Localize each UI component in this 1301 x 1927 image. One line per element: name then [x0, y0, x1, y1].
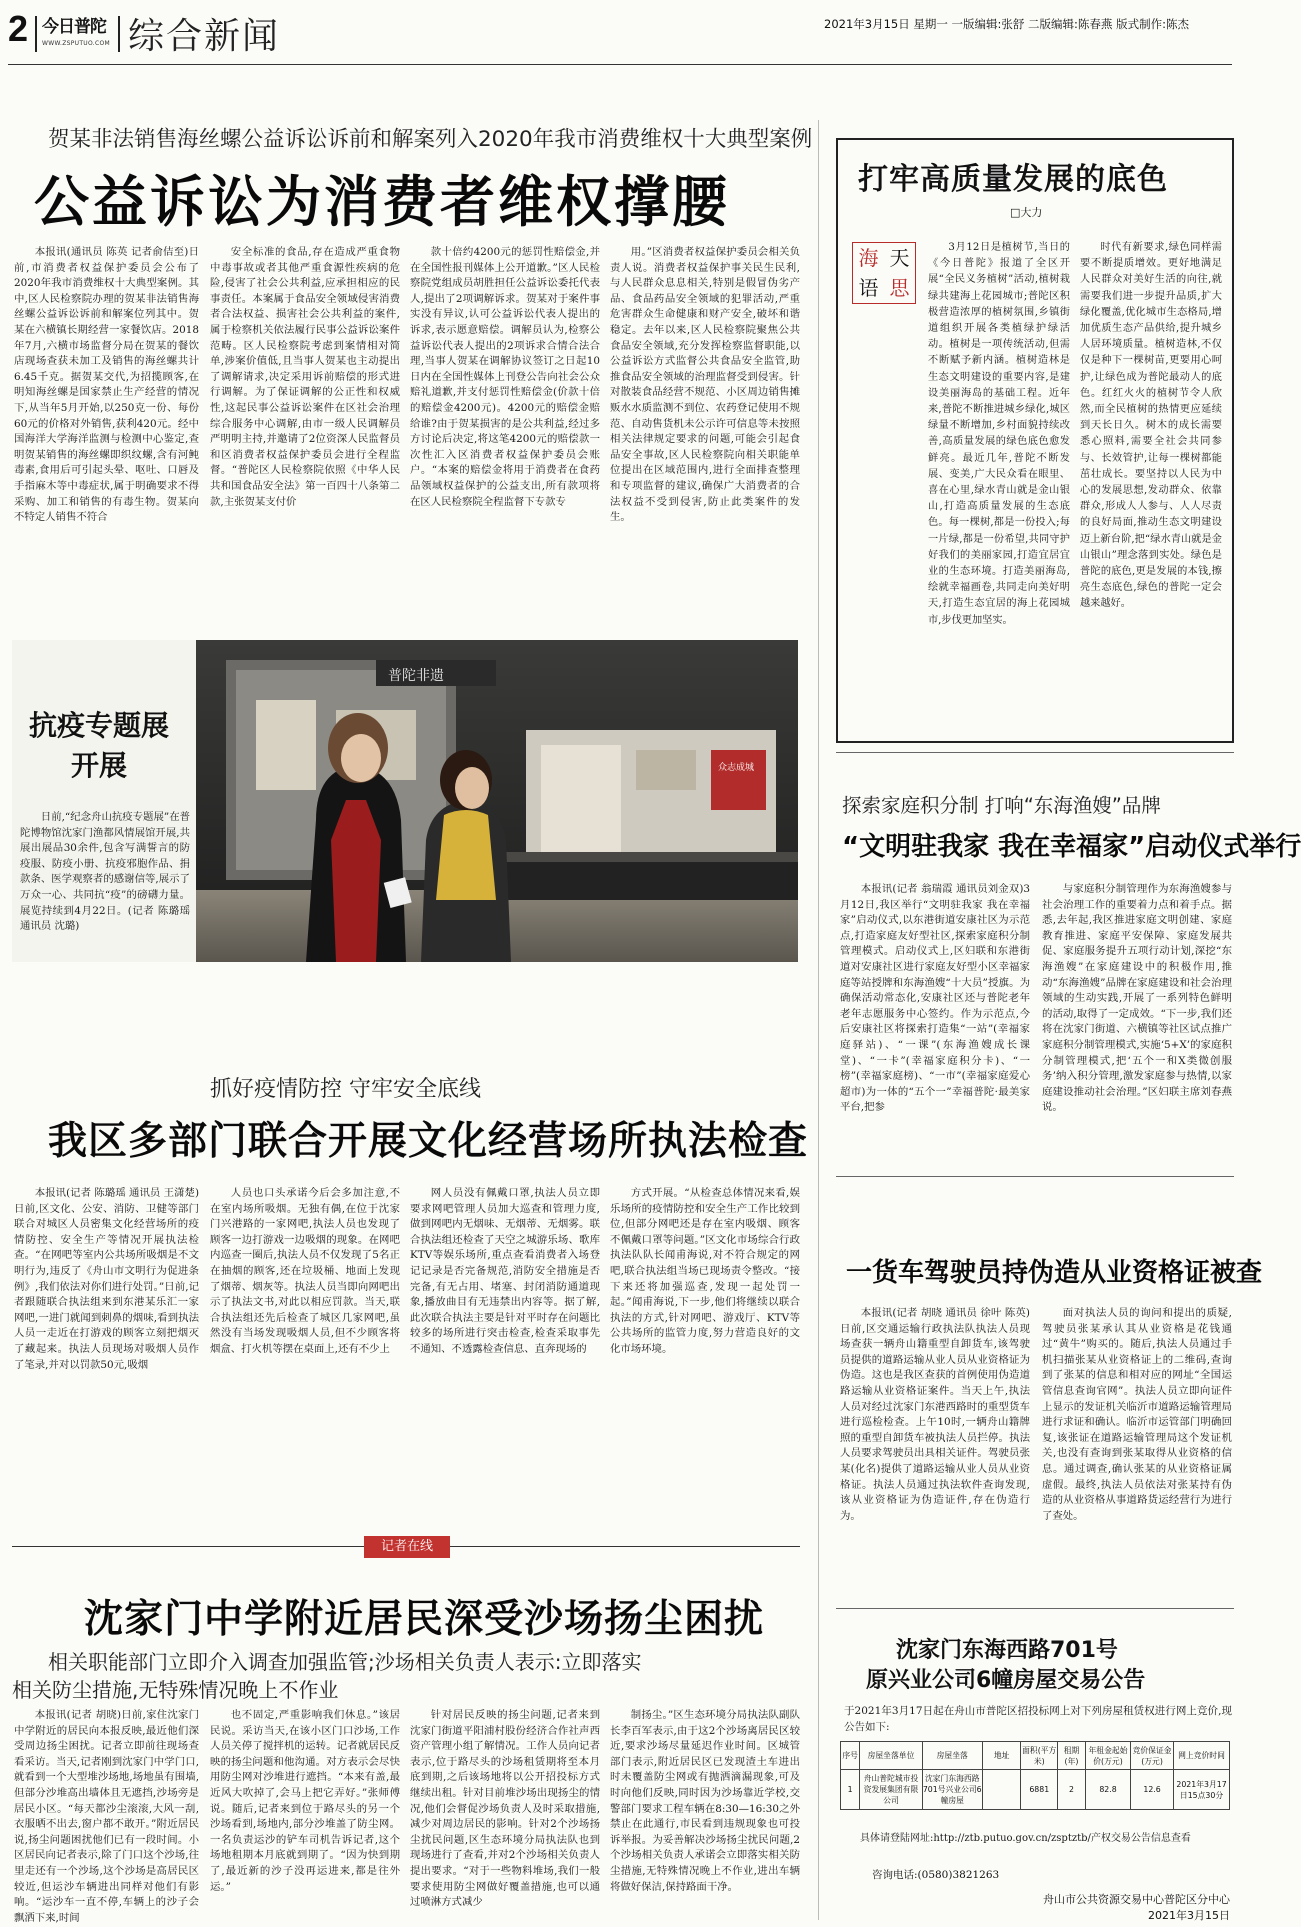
- exhibition-photo: [196, 640, 798, 962]
- announcement-date: 2021年3月15日: [1148, 1909, 1230, 1922]
- table-header-cell: 年租金起始价(万元): [1085, 1742, 1130, 1770]
- inspection-kicker: 抓好疫情防控 守牢安全底线: [210, 1077, 481, 1102]
- newspaper-logo: [42, 12, 110, 52]
- page-number: 2: [8, 8, 29, 49]
- announcement-title-2: 原兴业公司6幢房屋交易公告: [866, 1668, 1146, 1693]
- table-header-cell: 面积(平方米): [1021, 1742, 1058, 1770]
- masthead: [8, 6, 1232, 64]
- sand-col-2: 也不固定,严重影响我们休息。”该居民说。采访当天,在该小区门口沙场,工作人员关停了搅拌机的运转。记者就居民反映的扬尘问题和他沟通。对方表示会尽快用防尘网对沙堆进行遮挡。“本来有盖,最近风大吹掉了,会马上把它弄好。”张师傅说。随后,记者来到位于路尽头的另一个沙场看到,场地内,部分沙堆盖了防尘网。一名负责运沙的铲车司机告诉记者,这个场地租期本月底就到期了。“因为快到期了,最近新的沙子没再运进来,都是往外运。”: [210, 1709, 400, 1893]
- truck-col-2: 面对执法人员的询问和提出的质疑,驾驶员张某承认其从业资格是花钱通过“黄牛”购买的。随后,执法人员通过手机扫描张某从业资格证上的二维码,查询到了张某的信息和相对应的网址“全国运管信息查询官网”。执法人员立即向证件上显示的发证机关临沂市道路运输管理局进行求证和确认。临沂市运管部门明确回复,该张证在道路运输管理局这个发证机关,也没有查询到张某取得从业资格的信息。通过调查,确认张某的从业资格证属虚假。最终,执法人员依法对张某持有伪造的从业资格从事道路货运经营行为进行了查处。: [1042, 1307, 1232, 1522]
- photo-poster-text: 众志成城: [718, 763, 755, 773]
- photo-headline: [14, 706, 184, 786]
- commentary-badge: [852, 242, 916, 304]
- sand-subheadline-2: 相关防尘措施,无特殊情况晚上不作业: [12, 1678, 339, 1702]
- table-header-row: [841, 1742, 1230, 1770]
- table-row: [841, 1770, 1230, 1810]
- announcement-contact: 咨询电话:(0580)3821263: [872, 1869, 1000, 1881]
- commentary-col-1: 3月12日是植树节,当日的《今日普陀》报道了全区开展“全民义务植树”活动,植树栽绿共建海上花园城市;普陀区积极营造浓厚的植树氛围,乡镇街道组织开展各类植绿护绿活动。植树是一项传统活动,但需不断赋予新内涵。植树造林是生态文明建设的重要内容,是建设美丽海岛的基础工程。近年来,普陀不断推进城乡绿化,城区绿量不断增加,乡村面貌持续改善,高质量发展的绿色底色愈发鲜亮。最近几年,普陀不断发展、变美,广大民众看在眼里、喜在心里,绿水青山就是金山银山,打造高质量发展的生态底色。每一棵树,都是一份投入;每一片绿,都是一份希望,共同守护好我们的美丽家园,打造宜居宜业的生态环境。打造美丽海岛,绘就幸福画卷,共同走向美好明天,打造生态宜居的海上花园城市,步伐更加坚实。: [928, 242, 1070, 626]
- announcement-details-link[interactable]: 具体请登陆网址:http://ztb.putuo.gov.cn/zsptztb/产权交易公告信息查看: [860, 1833, 1191, 1844]
- article1-kicker: 贺某非法销售海丝螺公益诉讼诉前和解案列入2020年我市消费维权十大典型案例: [48, 127, 813, 152]
- table-cell: 舟山普陀城市投资发展集团有限公司: [860, 1770, 922, 1810]
- table-header-cell: 房屋坐落单位: [860, 1742, 922, 1770]
- sand-headline: 沈家门中学附近居民深受沙场扬尘困扰: [84, 1597, 765, 1642]
- commentary-headline: 打牢高质量发展的底色: [858, 162, 1168, 197]
- commentary-byline: □大力: [1010, 206, 1043, 219]
- family-col-1: 本报讯(记者 翁瑞霞 通讯员刘金双)3月12日,我区举行“文明驻我家 我在幸福家”启动仪式,以东港街道安康社区为示范点,打造家庭友好型社区,探索家庭积分制管理模式。启动仪式上,区妇联和东港街道对安康社区进行家庭友好型小区幸福家庭等站授牌和东海渔嫂“十大员”授旗。为确保活动常态化,安康社区还与普陀老年老年志愿服务中心签约。作为示范点,今后安康社区将探索打造集“一站”(幸福家庭驿站)、“一课”(东海渔嫂成长课堂)、“一卡”(幸福家庭积分卡)、“一榜”(幸福家庭榜)、“一市”(幸福家庭爱心超市)为一体的“五个一”幸福普陀·最美家平台,把参: [840, 883, 1030, 1114]
- table-cell: [982, 1770, 1021, 1810]
- exhibition-photo-illustration: [196, 640, 798, 962]
- reporter-online-tag: 记者在线: [364, 1536, 450, 1558]
- truck-headline: 一货车驾驶员持伪造从业资格证被查: [846, 1258, 1263, 1288]
- table-header-cell: 序号: [841, 1742, 860, 1770]
- table-header-cell: 房屋坐落: [922, 1742, 982, 1770]
- table-cell: 6881: [1021, 1770, 1058, 1810]
- announcement-title-1: 沈家门东海西路701号: [896, 1638, 1118, 1663]
- commentary-box: [836, 138, 1234, 743]
- article1-col-2: 安全标准的食品,存在造成严重食物中毒事故或者其他严重食源性疾病的危险,侵害了社会公共利益,应承担相应的民事责任。本案属于食品安全领域侵害消费者合法权益、损害社会公共利益的案件,属于检察机关依法履行民事公益诉讼案件范畴。区人民检察院考虑到案情相对简单,涉案价值低,且当事人贺某也主动提出了调解请求,决定采用诉前赔偿的形式进行调解。为了保证调解的公正性和权威性,这起民事公益诉讼案件在区社会治理综合服务中心调解,由市一级人民调解员严明明主持,并邀请了2位资深人民监督员和区消费者权益保护委员会进行全程监督。“普陀区人民检察院依照《中华人民共和国食品安全法》第一百四十八条第二款,主张贺某支付价: [210, 246, 400, 508]
- table-header-cell: 租期(年): [1058, 1742, 1086, 1770]
- badge-char: 天: [889, 246, 910, 270]
- table-cell: 12.6: [1131, 1770, 1174, 1810]
- photo-headline-line-1: 抗疫专题展: [28, 709, 169, 742]
- inspection-headline: 我区多部门联合开展文化经营场所执法检查: [48, 1119, 809, 1164]
- table-cell: 沈家门东海西路701号兴业公司6幢房屋: [922, 1770, 982, 1810]
- family-kicker: 探索家庭积分制 打响“东海渔嫂”品牌: [842, 794, 1161, 817]
- table-cell: 2: [1058, 1770, 1086, 1810]
- inspection-col-3: 网人员没有佩戴口罩,执法人员立即要求网吧管理人员加大巡查和管理力度,做到网吧内无烟味、无烟蒂、无烟雾。联合执法组还检查了天空之城游乐场、歌库KTV等娱乐场所,重点查看消费者入场登记记录是否完备规范,消防安全措施是否完备,有无占用、堵塞、封闭消防通道现象,播放曲目有无违禁出内容等。据了解,此次联合执法主要是针对平时存在问题比较多的场所进行突击检查,检查采取事先不通知、不透露检查信息、直奔现场的: [410, 1187, 600, 1355]
- sand-subheadline-1: 相关职能部门立即介入调查加强监管;沙场相关负责人表示:立即落实: [48, 1650, 642, 1674]
- issue-info: 2021年3月15日 星期一 一版编辑:张舒 二版编辑:陈春燕 版式制作:陈杰: [824, 17, 1189, 31]
- family-col-2: 与家庭积分制管理作为东海渔嫂参与社会治理工作的重要着力点和着手点。据悉,去年起,我区推进家庭文明创建、家庭教育推进、家庭平安保障、家庭发展共促、家庭服务提升五项行动计划,深挖“东海渔嫂”在家庭建设中的积极作用,推动“东海渔嫂”品牌在家庭建设和社会治理领域的生动实践,开展了一系列特色鲜明的活动,取得了一定成效。“下一步,我们还将在沈家门街道、六横镇等社区试点推广家庭积分制管理模式,实施‘5+X’的家庭积分制管理模式,把‘五个一和X类微创服务’纳入积分管理,激发家庭参与热情,以家庭建设推动社会治理。”区妇联主席刘春燕说。: [1042, 883, 1232, 1114]
- family-headline: “文明驻我家 我在幸福家”启动仪式举行: [842, 832, 1301, 862]
- article1-col-1: 本报讯(通讯员 陈英 记者俞佶至)日前,市消费者权益保护委员会公布了2020年我市消费维权十大典型案例。其中,区人民检察院办理的贺某非法销售海丝螺公益诉讼诉前和解案位列其中。贺某在六横镇长期经营一家餐饮店。2018年7月,六横市场监督分局在贺某的餐饮店现场查获未加工及销售的海丝螺共计6.45千克。据贺某交代,为招揽顾客,在明知海丝螺是国家禁止生产经营的情况下,从当年5月开始,以250克一份、每份60元的价格对外销售,获利420元。经中国海洋大学海洋监测与检测中心鉴定,查明贺某销售的海丝螺即织纹螺,含有河鲀毒素,食用后可引起头晕、呕吐、口唇及手指麻木等中毒症状,属于明确要求不得采购、加工和销售的有毒生物。贺某向不特定人销售不符合: [14, 246, 199, 524]
- section-title: 综合新闻: [128, 16, 281, 57]
- photo-headline-line-2: 开展: [70, 749, 127, 782]
- inspection-col-2: 人员也口头承诺今后会多加注意,不在室内场所吸烟。无独有偶,在位于沈家门兴港路的一家网吧,执法人员也发现了顾客一边打游戏一边吸烟的现象。在网吧内巡查一圈后,执法人员不仅发现了5名正在抽烟的顾客,还在垃圾桶、地面上发现了烟蒂、烟灰等。执法人员当即向网吧出示了执法文书,对此以相应罚款。当天,联合执法组还先后检查了城区几家网吧,虽然没有当场发现吸烟人员,但不少顾客将烟盒、打火机等摆在桌面上,还有不少上: [210, 1187, 400, 1355]
- article1-col-3: 款十倍约4200元的惩罚性赔偿金,并在全国性报刊媒体上公开道歉。”区人民检察院党组成员胡胜担任公益诉讼委托代表人,提出了2项调解诉求。贺某对于案件事实没有异议,认可公益诉讼代表人提出的诉求,表示愿意赔偿。调解员认为,检察公益诉讼代表人提出的2项诉求合情合法合理,当事人贺某在调解协议签订之日起10日内在全国性媒体上刊登公告向社会公众赔礼道歉,并支付惩罚性赔偿金(价款十倍的赔偿金4200元)。4200元的赔偿金赔给谁?由于贺某损害的是公共利益,经过多方讨论后决定,将这笔4200元的赔偿款一次性汇入区消费者权益保护委员会账户。“本案的赔偿金将用于消费者在食药品领域权益保护的公益支出,所有款项将在区人民检察院全程监督下专款专: [410, 246, 600, 508]
- table-header-cell: 网上竞价时间: [1174, 1742, 1230, 1770]
- inspection-col-4: 方式开展。“从检查总体情况来看,娱乐场所的疫情防控和安全生产工作比较到位,但部分网吧还是存在室内吸烟、顾客不佩戴口罩等问题。”区文化市场综合行政执法队队长闻甫海说,对不符合规定的网吧,联合执法组当场已现场责令整改。“接下来还将加强巡查,发现一起处罚一起。”闻甫海说,下一步,他们将继续以联合执法的方式,针对网吧、游戏厅、KTV等公共场所的监管力度,努力营造良好的文化市场环境。: [610, 1187, 800, 1355]
- announcement-issuer: 舟山市公共资源交易中心普陀区分中心: [1043, 1893, 1230, 1906]
- table-header-cell: 地址: [982, 1742, 1021, 1770]
- commentary-col-2: 时代有新要求,绿色同样需要不断提质增效。更好地满足人民群众对美好生活的向往,就需要我们进一步提升品质,扩大绿化覆盖,优化城市生态格局,增加优质生态产品供给,提升城乡人居环境质量。植树造林,不仅仅是种下一棵树苗,更要用心呵护,让绿色成为普陀最动人的底色。红红火火的植树节令人欣然,而全民植树的热情更应延续到天长日久。树木的成长需要悉心照料,需要全社会共同参与、长效管护,让每一棵树都能茁壮成长。要坚持以人民为中心的发展思想,发动群众、依靠群众,形成人人参与、人人尽责的良好局面,推动生态文明建设迈上新台阶,把“绿水青山就是金山银山”理念落到实处。绿色是普陀的底色,更是发展的本钱,擦亮生态底色,绿色的普陀一定会越来越好。: [1080, 242, 1222, 610]
- announcement-intro: 于2021年3月17日起在舟山市普陀区招投标网上对下列房屋租赁权进行网上竞价,现公告如下:: [844, 1705, 1232, 1733]
- sand-col-1: 本报讯(记者 胡晓)日前,家住沈家门中学附近的居民向本报反映,最近他们深受周边扬尘困扰。记者立即前往现场查看采访。当天,记者刚到沈家门中学门口,就看到一个大型堆沙场地,场地虽有围墙,但部分沙堆高出墙体且无遮挡,沙场旁是居民小区。“每天都沙尘滚滚,大风一刮,衣服晒不出去,窗户都不敢开。”附近居民说,扬尘问题困扰他们已有一段时间。小区居民向记者表示,除了门口这个沙场,往里走还有一个沙场,这个沙场是高居民区较近,但运沙车辆进出同样对他们有影响。“运沙车一直不停,车辆上的沙子会飘洒下来,时间: [14, 1709, 199, 1924]
- photo-sign-text: 普陀非遗: [388, 668, 444, 684]
- sand-col-4: 制扬尘。”区生态环境分局执法队副队长李百军表示,由于这2个沙场离居民区较近,要求沙场尽量延迟作业时间。区城管部门表示,附近居民区已发现渣土车进出时未覆盖防尘网或有抛洒滴漏现象,可及时向他们反映,同时因为沙场靠近学校,交警部门要求工程车辆在8:30—16:30之外禁止在此通行,市民看到违规现象也可投诉举报。为妥善解决沙场扬尘扰民问题,2个沙场相关负责人承诺会立即落实相关防尘措施,无特殊情况晚上不作业,进出车辆将做好保洁,保持路面干净。: [610, 1709, 800, 1893]
- logo-url: WWW.ZSPUTUO.COM: [42, 40, 110, 47]
- table-cell: 2021年3月17日15点30分: [1174, 1770, 1230, 1810]
- inspection-col-1: 本报讯(记者 陈璐瑶 通讯员 王潇楚)日前,区文化、公安、消防、卫健等部门联合对城区人员密集文化经营场所的疫情防控、安全生产等情况开展执法检查。“在网吧等室内公共场所吸烟是不文明行为,违反了《舟山市文明行为促进条例》,我们依法对你们进行处罚。”日前,记者跟随联合执法组来到东港某乐汇一家网吧,一进门就闻到刺鼻的烟味,看到执法人员一走近在打游戏的顾客立刻把烟灭了藏起来。执法人员现场对吸烟人员作了笔录,并对以罚款50元,吸烟: [14, 1187, 199, 1371]
- photo-caption: 日前,“纪念舟山抗疫专题展”在普陀博物馆沈家门渔都风情展馆开展,共展出展品30余件,包含写满誓言的防疫服、防疫小册、抗疫邪胞作品、捐款条、医学观察者的感谢信等,展示了万众一心、共同抗“疫”的磅礴力量。展览持续到4月22日。(记者 陈璐瑶 通讯员 沈璐): [20, 811, 190, 933]
- truck-col-1: 本报讯(记者 胡晓 通讯员 徐叶 陈英)日前,区交通运输行政执法队执法人员现场查获一辆舟山籍重型自卸货车,该驾驶员提供的道路运输从业人员从业资格证为伪造。这也是我区查获的首例使用伪造道路运输从业资格证案件。当天上午,执法人员对经过沈家门东港西路时的重型货车进行巡检检查。上午10时,一辆舟山籍牌照的重型自卸货车被执法人员拦停。执法人员要求驾驶员出具相关证件。驾驶员张某(化名)提供了道路运输从业人员从业资格证。执法人员通过执法软件查询发现,该从业资格证为伪造证件,存在伪造行为。: [840, 1307, 1030, 1522]
- announcement: [836, 1608, 1234, 1926]
- badge-char: 海: [858, 246, 879, 270]
- article1-headline: 公益诉讼为消费者维权撑腰: [34, 170, 731, 234]
- badge-char: 思: [889, 276, 910, 300]
- badge-char: 语: [858, 276, 879, 300]
- sand-col-3: 针对居民反映的扬尘问题,记者来到沈家门街道平阳浦村股份经济合作社声西资产管理小组了解情况。工作人员向记者表示,位于路尽头的沙场租赁期将至本月底到期,之后该场地将以公开招投标方式继续出租。针对目前堆沙场出现扬尘的情况,他们会督促沙场负责人及时采取措施,减少对周边居民的影响。针对2个沙场扬尘扰民问题,区生态环境分局执法队也到现场进行了查看,并对2个沙场相关负责人提出要求。“对于一些物料堆场,我们一般要求使用防尘网做好覆盖措施,也可以通过喷淋方式减少: [410, 1709, 600, 1909]
- table-cell: 82.8: [1085, 1770, 1130, 1810]
- table-header-cell: 竞价保证金(万元): [1131, 1742, 1174, 1770]
- announcement-table: [840, 1741, 1230, 1810]
- article1-col-4: 用。”区消费者权益保护委员会相关负责人说。消费者权益保护事关民生民利,与人民群众息息相关,特别是假冒伪劣产品、食品药品安全领域的犯罪活动,严重危害群众生命健康和财产安全,破坏和谐稳定。去年以来,区人民检察院聚焦公共食品安全领域,充分发挥检察监督职能,以公益诉讼方式监督公共食品安全监管,助推食品安全领域的治理监督受到侵害。针对散装食品经营不规范、小区周边销售摊贩水水质监测不到位、农药登记使用不规范、自动售货机未公示许可信息等未按照相关法律规定要求的问题,可能会引起食品安全事故,区人民检察院向相关职能单位提出在区域范围内,进行全面排查整理和专项监督的建议,确保广大消费者的合法权益不受到侵害,防止此类案件的发生。: [610, 246, 800, 524]
- logo-text: 今日普陀: [42, 17, 106, 37]
- table-cell: 1: [841, 1770, 860, 1810]
